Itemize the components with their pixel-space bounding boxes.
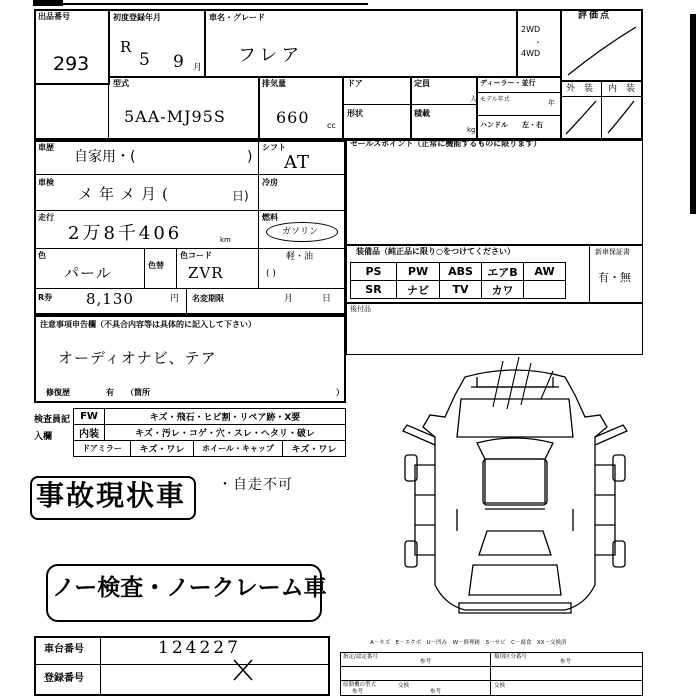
lot-label: 出品番号	[38, 12, 70, 21]
model-label: 型式	[113, 79, 129, 88]
selling-box	[346, 140, 643, 245]
drive-2wd: 2WD	[521, 25, 541, 34]
insp-int-row: キズ・汚レ・コゲ・穴・スレ・ヘタリ・破レ	[104, 424, 346, 441]
engine-label: 原動機の型式	[343, 682, 377, 688]
dealer-divider-2	[476, 115, 562, 116]
after-label: 後付品	[350, 305, 371, 313]
disp-label: 排気量	[262, 79, 286, 88]
chassis-col	[100, 636, 101, 696]
repair-value: 有	[106, 388, 114, 397]
reg-month: 9	[173, 52, 185, 72]
regexp-label: 名変期限	[192, 294, 224, 303]
legend: A－キズ E－エクボ U－凹み W－修理跡 S－サビ C－腐食 XX－交換済	[370, 640, 567, 646]
no-claim-stamp-text: ノー検査・ノークレーム車	[52, 574, 327, 601]
recolor-label: 色替	[148, 261, 164, 270]
usage-close: )	[247, 149, 253, 165]
ext-label: 外	[566, 84, 576, 94]
equip-item: エアB	[481, 262, 524, 281]
top-black-tab	[33, 0, 63, 6]
equip-item: ナビ	[396, 280, 440, 299]
int-label: 内	[608, 84, 618, 94]
fuel-paren: ( )	[266, 269, 276, 279]
ext1: 交換	[398, 683, 410, 689]
disp-unit: cc	[327, 121, 336, 130]
model-value: 5AA-MJ95S	[124, 107, 226, 126]
car-diagram	[395, 355, 635, 620]
chassis-x-mark	[230, 656, 256, 684]
regexp-month: 月	[284, 294, 294, 304]
spec-box	[340, 652, 643, 696]
notes-value: オーディオナビ、テア	[58, 349, 217, 367]
equip-item: PW	[396, 262, 440, 281]
equip-item: AW	[523, 262, 566, 281]
drive-dot: ・	[534, 38, 542, 47]
fuel-value: ガソリン	[282, 227, 319, 237]
recolor-col	[144, 248, 145, 288]
insp-int-tag: 内装	[73, 424, 105, 441]
no-drive-note: ・自走不可	[218, 477, 293, 493]
name-value: フレア	[238, 45, 304, 66]
ext-suffix: 装	[584, 84, 594, 94]
equip-warranty-col	[589, 245, 590, 303]
ext2: 交換	[494, 683, 506, 689]
reg-month-unit: 月	[193, 63, 203, 73]
reg-era: R	[120, 38, 133, 56]
int-suffix: 装	[626, 84, 636, 94]
handle-label: ハンドル	[480, 121, 508, 129]
score-strikes	[560, 9, 643, 140]
inspector-label: 検査員記入欄	[34, 415, 71, 442]
reg-label: 初度登録年月	[113, 13, 161, 22]
vrow4	[34, 288, 346, 289]
name-label: 車名・グレード	[209, 13, 265, 22]
usage-value: 自家用・(	[74, 149, 136, 165]
load-label: 積載	[414, 109, 430, 118]
class-label: 類別区分番号	[494, 654, 528, 660]
ref2: 参考	[560, 659, 572, 665]
regexp-day: 日	[322, 294, 332, 304]
equip-item: カワ	[481, 280, 524, 299]
ref4: 参考	[430, 689, 442, 695]
spec-v	[490, 652, 491, 696]
load-unit: kg	[467, 126, 476, 134]
cap-unit: 人	[470, 95, 477, 103]
equip-item	[523, 280, 566, 299]
inspect-label: 車検	[38, 178, 54, 187]
model-year-unit: 年	[548, 99, 555, 107]
rkey-label: R券	[38, 293, 53, 302]
door-label: ドア	[347, 79, 363, 88]
insp-mirror: ドアミラー	[73, 440, 131, 457]
vrow3	[34, 248, 346, 249]
vrow2	[34, 210, 346, 211]
inspect-close: 日)	[232, 189, 249, 203]
plate-label: 登録番号	[44, 673, 84, 684]
equip-item: SR	[350, 280, 397, 299]
score-label: 評価点	[578, 11, 612, 21]
notes-label: 注意事項申告欄（不具合内容等は具体的に記入して下さい）	[40, 320, 256, 329]
usage-label: 車歴	[38, 143, 54, 152]
repair-label: 修復歴	[46, 388, 70, 397]
colorcode-col	[176, 248, 177, 288]
accident-stamp-text: 事故現状車	[36, 479, 187, 512]
cooler-label: 冷房	[262, 178, 278, 187]
cap-label: 定員	[414, 79, 430, 88]
dealer-divider	[476, 92, 562, 93]
mileage-value: 2万8千406	[68, 223, 183, 244]
inspect-value: メ年メ月(	[78, 185, 174, 203]
warranty-label: 新車保証書	[595, 248, 630, 256]
spec-label: 指定/認定番号	[343, 654, 378, 660]
insp-fw-tag: FW	[73, 408, 105, 425]
warranty-value: 有・無	[598, 271, 631, 284]
fuel-alt: 軽・油	[286, 252, 314, 262]
insp-wheel: ホイール・キャップ	[193, 440, 283, 457]
shift-value: AT	[284, 152, 311, 173]
color-label: 色	[38, 251, 46, 260]
rkey-unit: 円	[170, 294, 180, 304]
insp-fw-row: キズ・飛石・ヒビ割・リペア跡・X要	[104, 408, 346, 425]
equip-label: 装備品（純正品に限り○をつけてください）	[356, 247, 515, 256]
color-code-value: ZVR	[188, 264, 224, 282]
shift-label: シフト	[262, 143, 286, 152]
spec-h1	[340, 666, 643, 667]
lot-number: 293	[53, 53, 90, 75]
ref3: 参考	[352, 689, 364, 695]
handle-value: 左・右	[522, 121, 543, 129]
chassis-divider	[34, 664, 330, 665]
fuel-alt-col	[258, 248, 259, 288]
model-year-label: モデル年式	[480, 96, 510, 103]
chassis-label: 車台番号	[44, 644, 84, 655]
equip-item: TV	[439, 280, 482, 299]
ref1: 参考	[420, 659, 432, 665]
mileage-unit: km	[220, 236, 231, 244]
color-code-label: 色コード	[180, 251, 212, 260]
vrow1	[34, 174, 346, 175]
drive-4wd: 4WD	[521, 49, 541, 58]
rkey-value: 8,130	[86, 290, 134, 308]
chassis-value: 124227	[158, 638, 241, 658]
regexp-col	[186, 288, 187, 315]
disp-value: 660	[276, 108, 310, 127]
mileage-label: 走行	[38, 213, 54, 222]
reg-year: 5	[139, 50, 151, 70]
right-edge-mark	[690, 14, 696, 214]
vcol	[258, 140, 259, 248]
selling-label: セールスポイント（正常に機能するものに限ります）	[350, 139, 542, 148]
shape-label: 形状	[347, 109, 363, 118]
equip-item: PS	[350, 262, 397, 281]
color-value: パール	[64, 264, 112, 282]
spec-h2	[340, 680, 643, 681]
after-box	[346, 303, 643, 355]
insp-wheel-val: キズ・ワレ	[282, 440, 346, 457]
dealer-label: ディーラー・並行	[480, 79, 536, 87]
equip-item: ABS	[439, 262, 482, 281]
top-line	[63, 3, 368, 5]
insp-mirror-val: キズ・ワレ	[130, 440, 194, 457]
fuel-label: 燃料	[262, 213, 278, 222]
repair-close: ）	[336, 388, 344, 397]
repair-loc: （箇所	[126, 388, 150, 397]
